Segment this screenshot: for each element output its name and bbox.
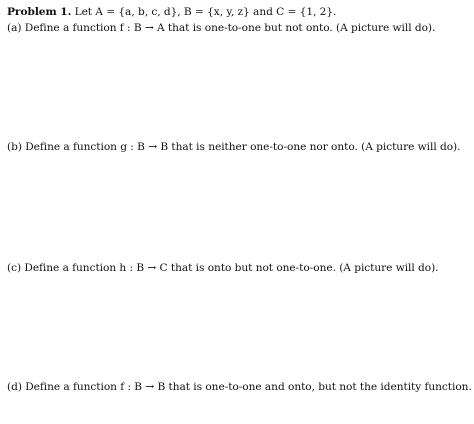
part-d-label: (d) [7, 381, 22, 393]
part-a-label: (a) [7, 22, 22, 34]
part-a-text: Define a function f : B → A that is one-to-one but not onto. (A picture will do). [24, 22, 436, 34]
part-c [7, 261, 439, 275]
part-b-label: (b) [7, 141, 22, 153]
part-b [7, 140, 460, 154]
part-c-label: (c) [7, 262, 22, 274]
part-b-answer-space [7, 156, 467, 256]
problem-label: Problem 1. [7, 6, 72, 18]
part-d [7, 380, 472, 394]
part-a [7, 21, 435, 35]
part-c-answer-space [7, 277, 467, 377]
part-c-text: Define a function h : B → C that is onto but not one-to-one. (A picture will do). [24, 262, 439, 274]
problem-statement: Let A = {a, b, c, d}, B = {x, y, z} and C = {1, 2}. [74, 6, 337, 18]
part-b-text: Define a function g : B → B that is neither one-to-one nor onto. (A picture will do). [25, 141, 461, 153]
problem-header [7, 5, 336, 19]
part-a-answer-space [7, 37, 467, 137]
part-d-text: Define a function f : B → B that is one-to-one and onto, but not the identity function. [25, 381, 472, 393]
